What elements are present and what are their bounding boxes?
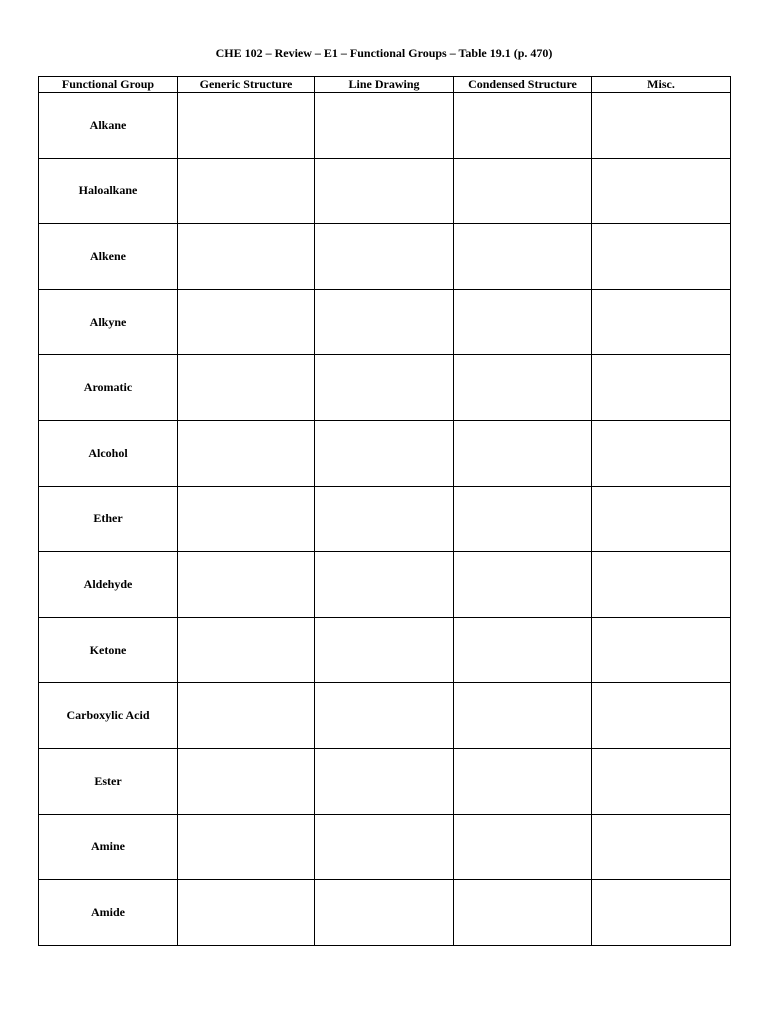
table-row	[39, 880, 731, 946]
line-drawing-cell	[315, 748, 454, 814]
line-drawing-cell	[315, 552, 454, 618]
generic-structure-cell	[178, 683, 315, 749]
header-generic-structure: Generic Structure	[178, 77, 315, 93]
table-row	[39, 224, 731, 290]
condensed-structure-cell	[454, 93, 592, 159]
table-row	[39, 93, 731, 159]
functional-group-name: Amide	[39, 880, 178, 946]
functional-group-name: Alkane	[39, 93, 178, 159]
functional-group-name: Alkene	[39, 224, 178, 290]
condensed-structure-cell	[454, 355, 592, 421]
line-drawing-cell	[315, 224, 454, 290]
condensed-structure-cell	[454, 617, 592, 683]
condensed-structure-cell	[454, 158, 592, 224]
misc-cell	[592, 880, 731, 946]
functional-groups-table	[38, 76, 731, 946]
condensed-structure-cell	[454, 748, 592, 814]
generic-structure-cell	[178, 289, 315, 355]
functional-group-name: Ester	[39, 748, 178, 814]
generic-structure-cell	[178, 420, 315, 486]
table-row	[39, 683, 731, 749]
generic-structure-cell	[178, 552, 315, 618]
functional-group-name: Aldehyde	[39, 552, 178, 618]
condensed-structure-cell	[454, 224, 592, 290]
line-drawing-cell	[315, 617, 454, 683]
table-row	[39, 420, 731, 486]
table-row	[39, 289, 731, 355]
generic-structure-cell	[178, 748, 315, 814]
generic-structure-cell	[178, 224, 315, 290]
line-drawing-cell	[315, 486, 454, 552]
condensed-structure-cell	[454, 683, 592, 749]
table-header-row	[39, 77, 731, 93]
misc-cell	[592, 617, 731, 683]
misc-cell	[592, 552, 731, 618]
misc-cell	[592, 486, 731, 552]
functional-group-name: Carboxylic Acid	[39, 683, 178, 749]
header-line-drawing: Line Drawing	[315, 77, 454, 93]
misc-cell	[592, 420, 731, 486]
table-row	[39, 748, 731, 814]
misc-cell	[592, 814, 731, 880]
line-drawing-cell	[315, 289, 454, 355]
line-drawing-cell	[315, 683, 454, 749]
generic-structure-cell	[178, 486, 315, 552]
line-drawing-cell	[315, 814, 454, 880]
line-drawing-cell	[315, 880, 454, 946]
condensed-structure-cell	[454, 289, 592, 355]
table-row	[39, 355, 731, 421]
table-row	[39, 158, 731, 224]
header-functional-group: Functional Group	[39, 77, 178, 93]
condensed-structure-cell	[454, 814, 592, 880]
generic-structure-cell	[178, 93, 315, 159]
functional-group-name: Aromatic	[39, 355, 178, 421]
functional-group-name: Amine	[39, 814, 178, 880]
line-drawing-cell	[315, 158, 454, 224]
condensed-structure-cell	[454, 420, 592, 486]
header-condensed-structure: Condensed Structure	[454, 77, 592, 93]
line-drawing-cell	[315, 355, 454, 421]
document-title: CHE 102 – Review – E1 – Functional Groups – Table 19.1 (p. 470)	[215, 46, 553, 60]
misc-cell	[592, 158, 731, 224]
line-drawing-cell	[315, 93, 454, 159]
generic-structure-cell	[178, 617, 315, 683]
misc-cell	[592, 224, 731, 290]
generic-structure-cell	[178, 880, 315, 946]
condensed-structure-cell	[454, 552, 592, 618]
misc-cell	[592, 355, 731, 421]
condensed-structure-cell	[454, 486, 592, 552]
functional-group-name: Alkyne	[39, 289, 178, 355]
misc-cell	[592, 748, 731, 814]
misc-cell	[592, 683, 731, 749]
table-row	[39, 552, 731, 618]
generic-structure-cell	[178, 814, 315, 880]
table-row	[39, 814, 731, 880]
condensed-structure-cell	[454, 880, 592, 946]
misc-cell	[592, 93, 731, 159]
header-misc: Misc.	[592, 77, 731, 93]
table-row	[39, 486, 731, 552]
generic-structure-cell	[178, 158, 315, 224]
functional-group-name: Alcohol	[39, 420, 178, 486]
line-drawing-cell	[315, 420, 454, 486]
functional-group-name: Ether	[39, 486, 178, 552]
generic-structure-cell	[178, 355, 315, 421]
functional-group-name: Haloalkane	[39, 158, 178, 224]
misc-cell	[592, 289, 731, 355]
table-row	[39, 617, 731, 683]
functional-group-name: Ketone	[39, 617, 178, 683]
